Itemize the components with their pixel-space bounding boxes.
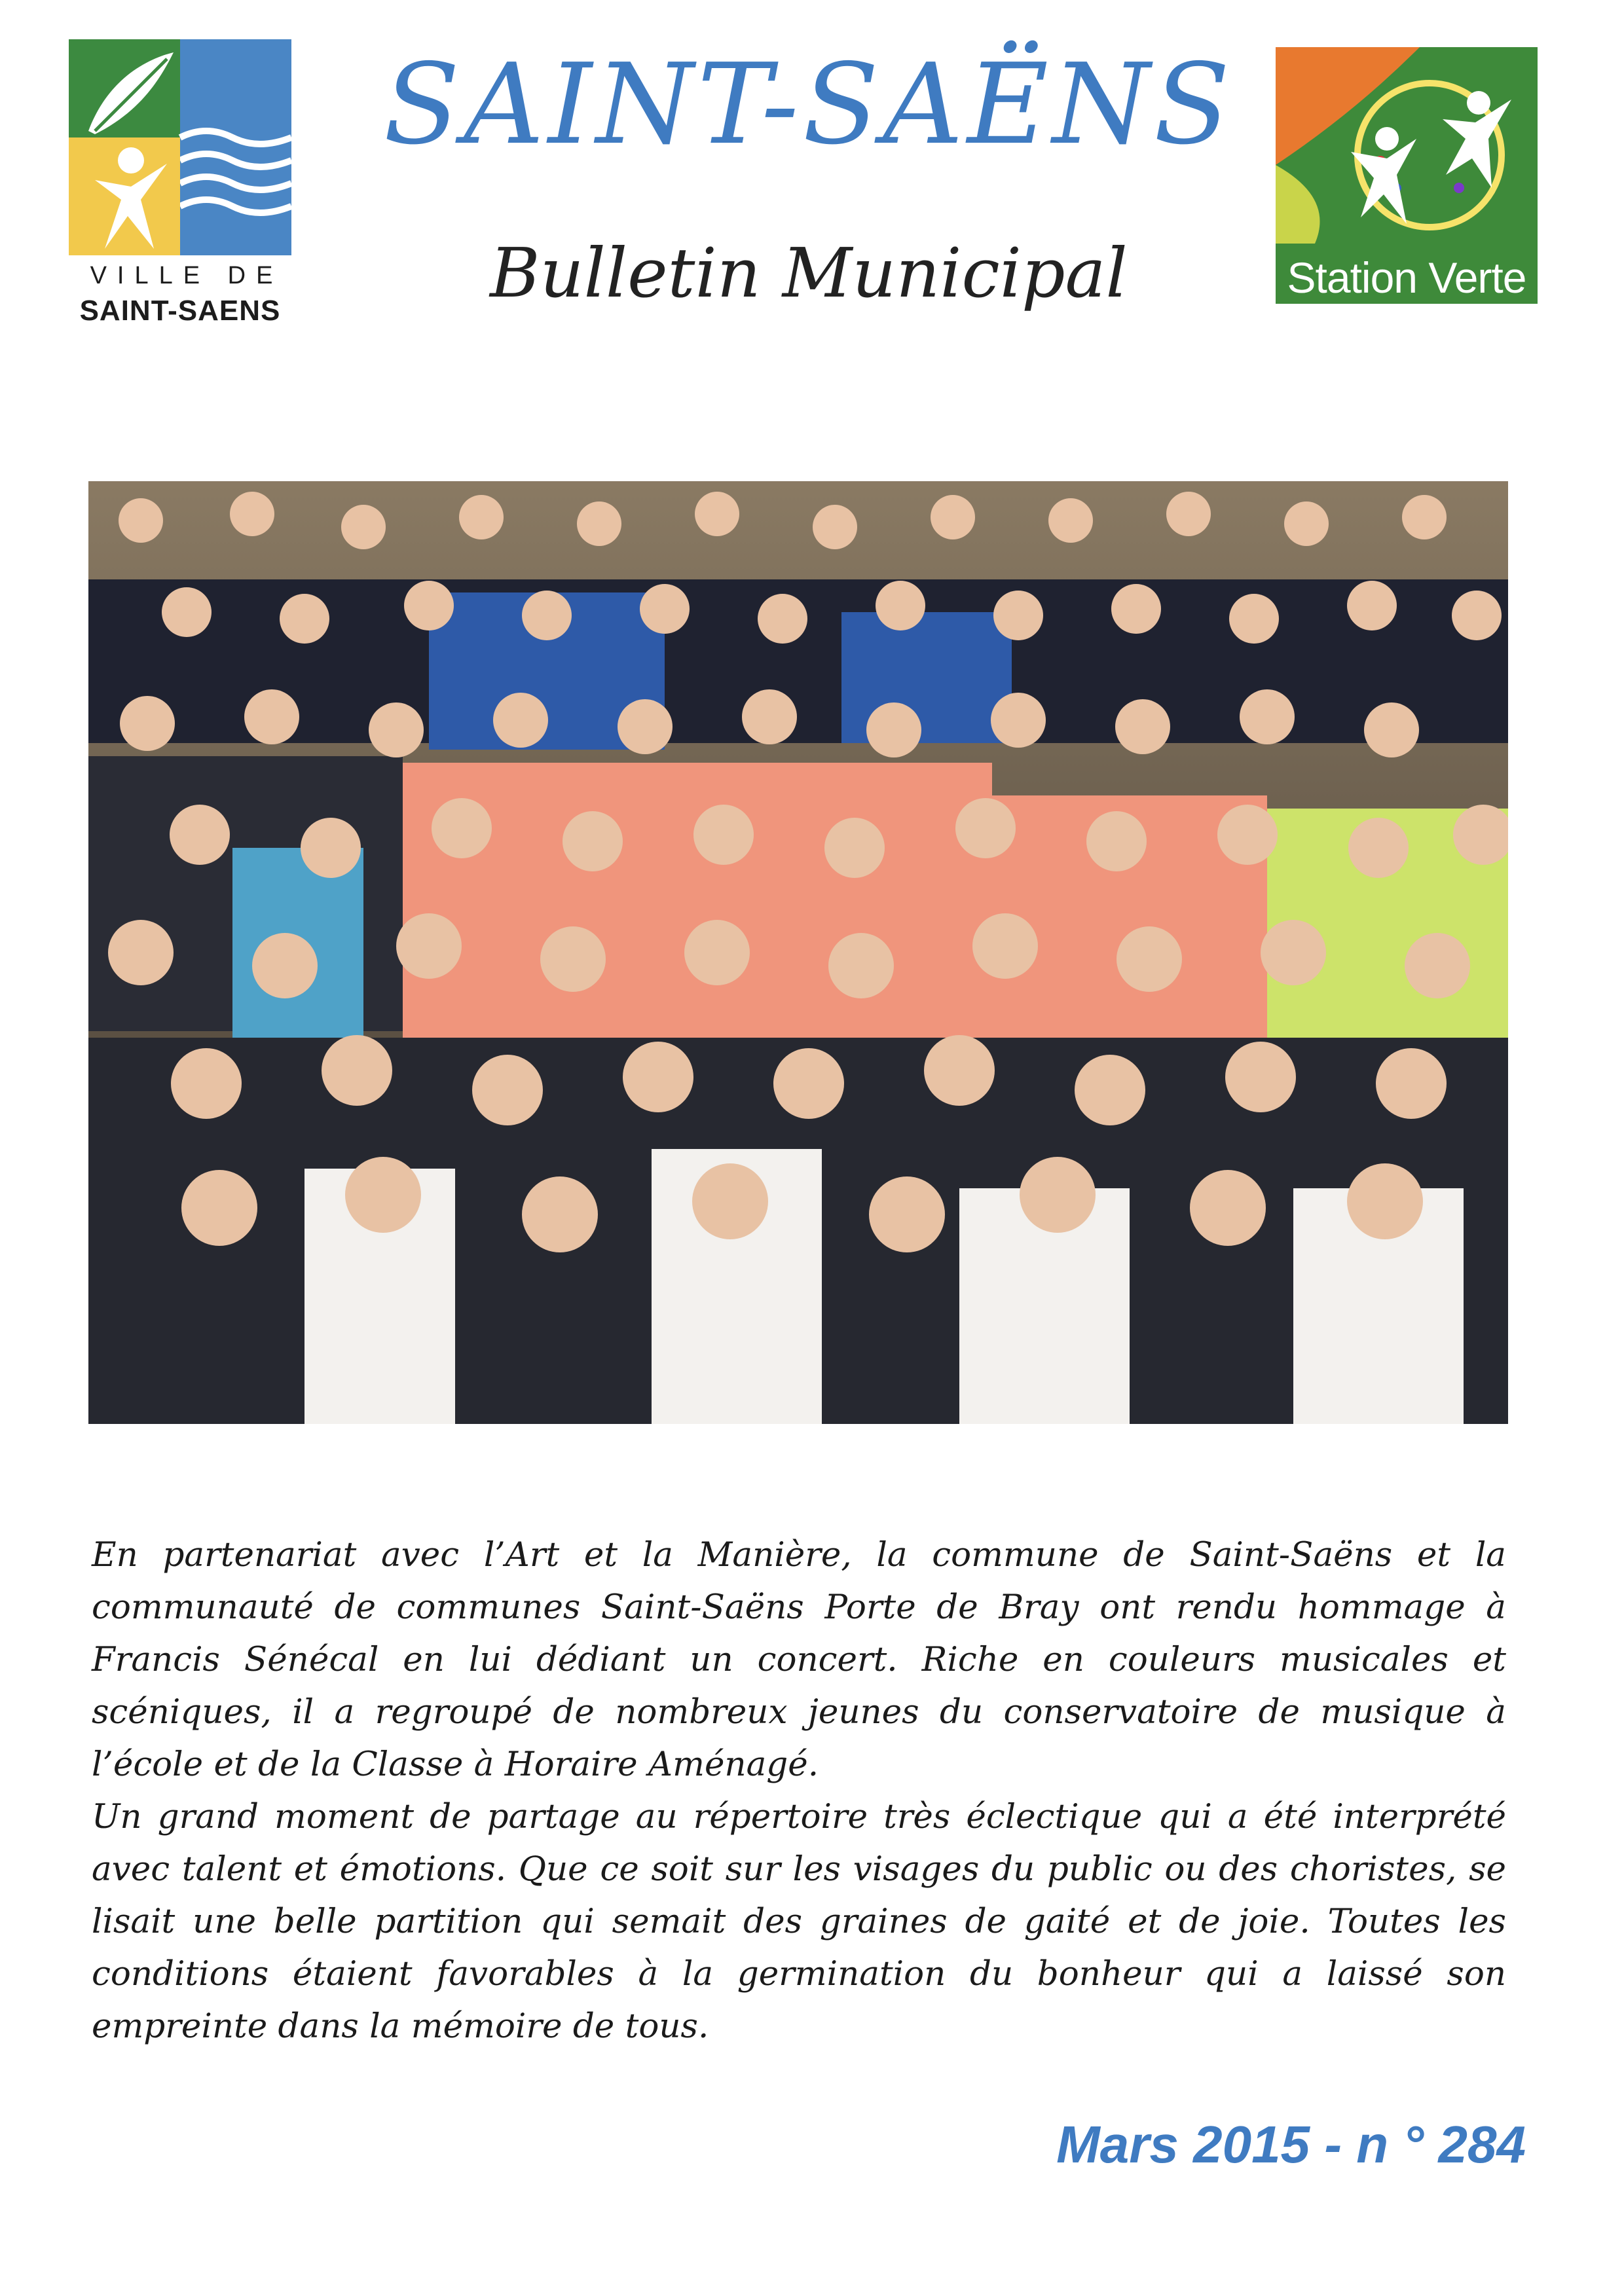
ville-de-saint-saens-logo [69, 39, 291, 327]
choir-photo-image [88, 481, 1508, 1424]
page-subtitle: Bulletin Municipal [490, 233, 1128, 313]
city-emblem-icon [69, 39, 291, 255]
issue-number: Mars 2015 - n ° 284 [1056, 2115, 1526, 2174]
article-paragraph-2: Un grand moment de partage au répertoire très éclectique qui a été interprété avec talent et émotions. Que ce soit sur les visages du public ou des choristes, se lisait une belle partition qui semait des graines de gaité et de joie. Toutes les conditions étaient favorables à la germination du bonheur qui a laissé son empreinte dans la mémoire de tous. [92, 1797, 1506, 2046]
station-verte-logo [1276, 47, 1538, 304]
logo-caption-ville-de: VILLE DE [90, 262, 284, 289]
logo-caption-saint-saens: SAINT-SAENS [79, 295, 281, 327]
article-paragraph-1: En partenariat avec l’Art et la Manière, la commune de Saint-Saëns et la communauté de communes Saint-Saëns Porte de Bray ont rendu hommage à Francis Sénécal en lui dédiant un concert. Riche en couleurs musicales et scéniques, il a regroupé de nombreux jeunes du conservatoire de musique à l’école et de la Classe à Horaire Aménagé. [92, 1535, 1506, 1784]
page-title: SAINT-SAËNS [383, 40, 1234, 170]
choir-photo [88, 481, 1508, 1424]
article-body [92, 1529, 1506, 2052]
station-verte-label: Station Verte [1287, 253, 1526, 302]
